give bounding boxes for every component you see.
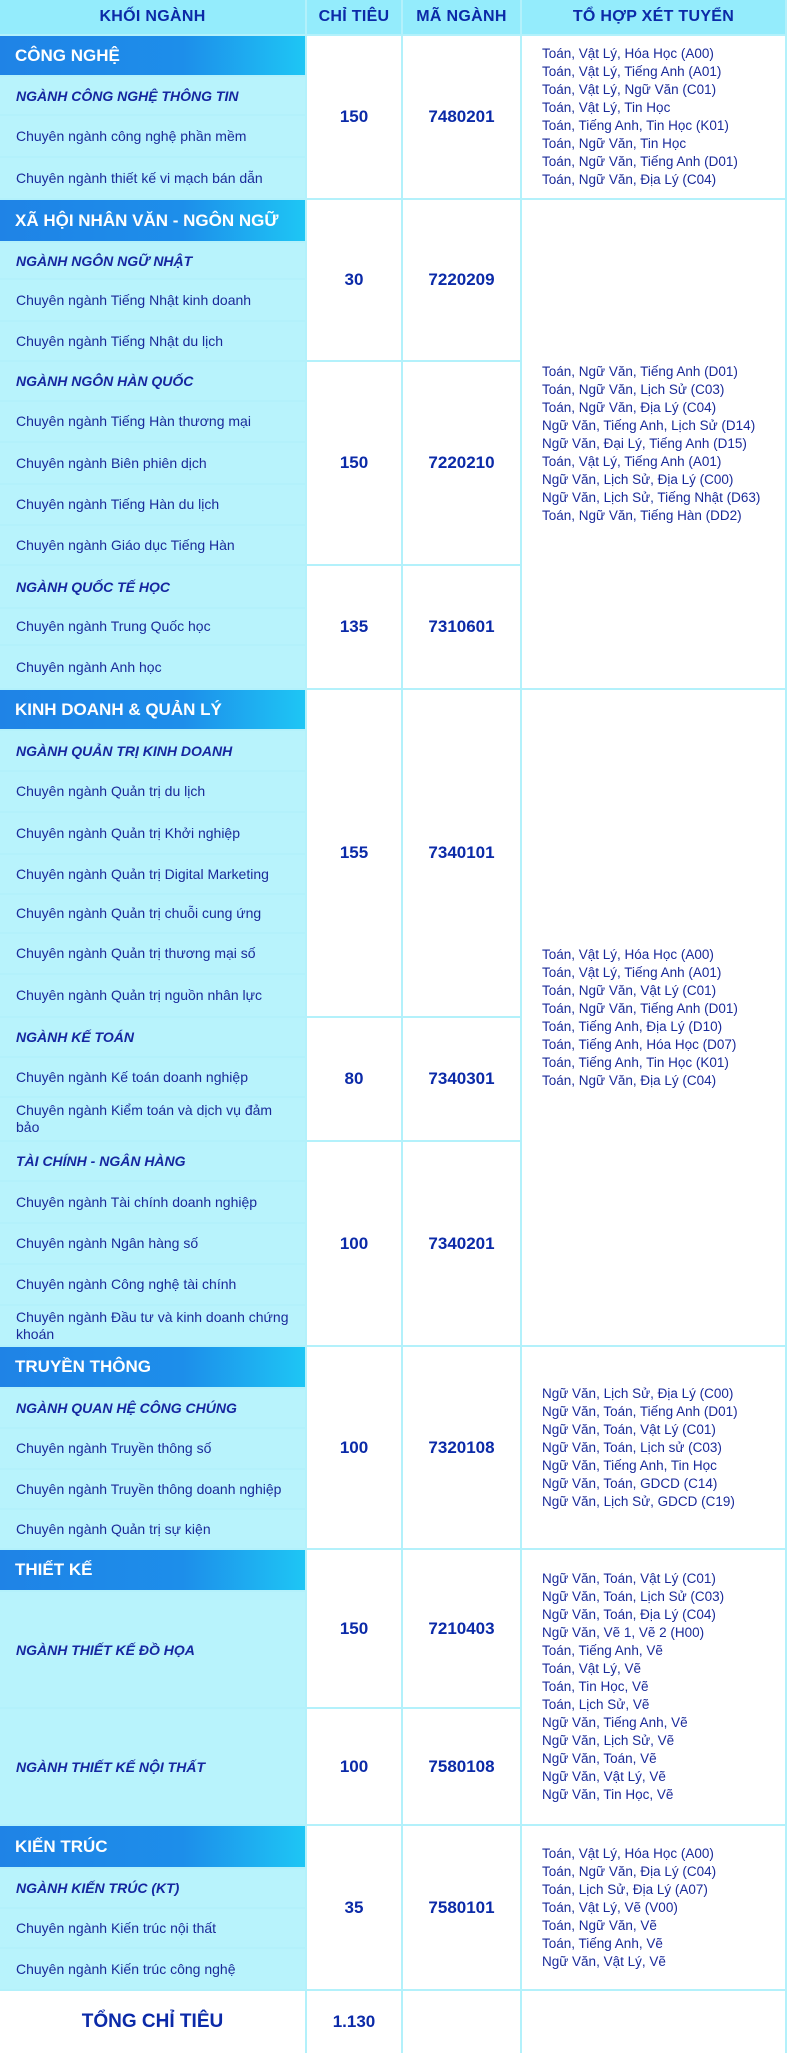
total-blank-code [403,1991,520,2053]
specialization-name: Chuyên ngành Quản trị nguồn nhân lực [0,975,305,1016]
combo-line: Ngữ Văn, Lịch Sử, Địa Lý (C00) [542,472,734,487]
combo-line: Ngữ Văn, Lịch Sử, Vẽ [542,1733,675,1748]
combo-line: Toán, Ngữ Văn, Tiếng Hàn (DD2) [542,508,742,523]
section-title: KINH DOANH & QUẢN LÝ [0,690,305,729]
header-quota: CHỈ TIÊU [307,0,401,34]
specialization-name: Chuyên ngành Tài chính doanh nghiệp [0,1182,305,1222]
combo-line: Toán, Vật Lý, Hóa Học (A00) [542,1845,714,1861]
combo-line: Toán, Tiếng Anh, Tin Học (K01) [542,118,729,133]
combo-thiet-ke [522,1550,785,1824]
major-code: 7210403 [403,1550,520,1707]
combo-line: Ngữ Văn, Lịch Sử, Địa Lý (C00) [542,1385,734,1401]
combo-line: Toán, Ngữ Văn, Vật Lý (C01) [542,982,717,998]
total-value: 1.130 [307,1991,401,2053]
specialization-name: Chuyên ngành Tiếng Nhật kinh doanh [0,280,305,320]
combo-line: Toán, Vật Lý, Tiếng Anh (A01) [542,454,722,469]
combo-line: Ngữ Văn, Tiếng Anh, Tin Học [542,1457,717,1473]
specialization-name: Chuyên ngành Đầu tư và kinh doanh chứng khoán [0,1306,305,1345]
quota-value: 100 [307,1142,401,1345]
major-code: 7340101 [403,690,520,1016]
combo-line: Toán, Ngữ Văn, Địa Lý (C04) [542,400,717,415]
section-title: TRUYỀN THÔNG [0,1347,305,1387]
specialization-name: Chuyên ngành Tiếng Hàn thương mại [0,402,305,441]
combo-line: Toán, Ngữ Văn, Địa Lý (C04) [542,1863,717,1879]
combo-line: Ngữ Văn, Toán, Tiếng Anh (D01) [542,1403,738,1419]
major-name: NGÀNH QUỐC TẾ HỌC [0,566,305,607]
combo-line: Toán, Vật Lý, Tiếng Anh (A01) [542,64,722,79]
quota-value: 150 [307,36,401,198]
major-name: NGÀNH THIẾT KẾ ĐỒ HỌA [0,1592,305,1707]
combo-cong-nghe [522,36,785,198]
quota-value: 80 [307,1018,401,1140]
combo-line: Ngữ Văn, Toán, GDCD (C14) [542,1475,718,1491]
specialization-name: Chuyên ngành Ngân hàng số [0,1224,305,1263]
major-name: NGÀNH KIẾN TRÚC (KT) [0,1869,305,1907]
combo-line: Toán, Ngữ Văn, Vẽ [542,1917,657,1933]
combo-line: Toán, Vật Lý, Tiếng Anh (A01) [542,964,722,980]
combo-line: Toán, Ngữ Văn, Lịch Sử (C03) [542,382,725,397]
combo-line: Ngữ Văn, Toán, Lịch sử (C03) [542,1439,722,1455]
combo-line: Ngữ Văn, Toán, Vật Lý (C01) [542,1571,716,1586]
quota-value: 150 [307,1550,401,1707]
combo-line: Toán, Tin Học, Vẽ [542,1679,649,1694]
combo-line: Toán, Tiếng Anh, Tin Học (K01) [542,1054,729,1070]
specialization-name: Chuyên ngành Quản trị chuỗi cung ứng [0,895,305,932]
combo-line: Toán, Ngữ Văn, Tiếng Anh (D01) [542,154,738,169]
combo-line: Ngữ Văn, Toán, Vẽ [542,1751,657,1766]
specialization-name: Chuyên ngành Truyền thông doanh nghiệp [0,1470,305,1508]
specialization-name: Chuyên ngành Biên phiên dịch [0,443,305,483]
major-name: NGÀNH CÔNG NGHỆ THÔNG TIN [0,77,305,114]
combo-line: Toán, Lịch Sử, Vẽ [542,1697,650,1712]
header-code: MÃ NGÀNH [403,0,520,34]
combo-xa-hoi [522,200,785,688]
major-code: 7480201 [403,36,520,198]
specialization-name: Chuyên ngành Tiếng Nhật du lịch [0,322,305,360]
major-name: NGÀNH NGÔN HÀN QUỐC [0,362,305,400]
combo-kien-truc [522,1826,785,1989]
combo-line: Ngữ Văn, Vật Lý, Vẽ [542,1953,666,1969]
combo-line: Toán, Vật Lý, Vẽ (V00) [542,1899,678,1915]
specialization-name: Chuyên ngành Quản trị thương mại số [0,934,305,973]
specialization-name: Chuyên ngành Anh học [0,646,305,688]
combo-truyen-thong [522,1347,785,1548]
specialization-name: Chuyên ngành công nghệ phần mềm [0,116,305,156]
section-title: KIẾN TRÚC [0,1826,305,1867]
combo-line: Toán, Ngữ Văn, Tiếng Anh (D01) [542,364,738,379]
combo-line: Toán, Tiếng Anh, Hóa Học (D07) [542,1036,737,1052]
major-name: TÀI CHÍNH - NGÂN HÀNG [0,1142,305,1180]
major-name: NGÀNH QUẢN TRỊ KINH DOANH [0,731,305,770]
combo-line: Ngữ Văn, Tiếng Anh, Lịch Sử (D14) [542,418,756,433]
specialization-name: Chuyên ngành Kiến trúc nội thất [0,1909,305,1947]
combo-line: Toán, Ngữ Văn, Tin Học [542,136,687,151]
combo-kinh-doanh [522,690,785,1345]
specialization-name: Chuyên ngành thiết kế vi mạch bán dẫn [0,158,305,198]
specialization-name: Chuyên ngành Truyền thông số [0,1429,305,1468]
specialization-name: Chuyên ngành Quản trị Khởi nghiệp [0,813,305,853]
combo-line: Toán, Lịch Sử, Địa Lý (A07) [542,1881,708,1897]
combo-line: Ngữ Văn, Vẽ 1, Vẽ 2 (H00) [542,1625,705,1640]
quota-value: 100 [307,1347,401,1548]
major-code: 7310601 [403,566,520,688]
combo-line: Toán, Vật Lý, Tin Học [542,100,671,115]
specialization-name: Chuyên ngành Kế toán doanh nghiệp [0,1058,305,1096]
major-code: 7580101 [403,1826,520,1989]
quota-value: 155 [307,690,401,1016]
quota-value: 135 [307,566,401,688]
total-blank-combo [522,1991,785,2053]
specialization-name: Chuyên ngành Kiến trúc công nghệ [0,1949,305,1989]
combo-line: Ngữ Văn, Vật Lý, Vẽ [542,1769,666,1784]
specialization-name: Chuyên ngành Trung Quốc học [0,609,305,644]
combo-line: Ngữ Văn, Tin Học, Vẽ [542,1787,674,1802]
specialization-name: Chuyên ngành Giáo dục Tiếng Hàn [0,526,305,564]
major-code: 7320108 [403,1347,520,1548]
specialization-name: Chuyên ngành Quản trị du lịch [0,772,305,811]
combo-line: Ngữ Văn, Toán, Vật Lý (C01) [542,1421,716,1437]
major-name: NGÀNH NGÔN NGỮ NHẬT [0,243,305,278]
combo-line: Ngữ Văn, Toán, Lịch Sử (C03) [542,1589,725,1604]
quota-value: 150 [307,362,401,564]
section-title: THIẾT KẾ [0,1550,305,1590]
combo-line: Ngữ Văn, Tiếng Anh, Vẽ [542,1715,688,1730]
header-group: KHỐI NGÀNH [0,0,305,34]
specialization-name: Chuyên ngành Quản trị sự kiện [0,1510,305,1548]
quota-value: 30 [307,200,401,360]
header-combo: TỔ HỢP XÉT TUYỂN [522,0,785,34]
combo-line: Toán, Vật Lý, Ngữ Văn (C01) [542,82,717,97]
major-name: NGÀNH THIẾT KẾ NỘI THẤT [0,1709,305,1824]
combo-line: Toán, Tiếng Anh, Vẽ [542,1643,663,1658]
quota-value: 100 [307,1709,401,1824]
specialization-name: Chuyên ngành Công nghệ tài chính [0,1265,305,1304]
section-title: XÃ HỘI NHÂN VĂN - NGÔN NGỮ [0,200,305,241]
combo-line: Toán, Vật Lý, Hóa Học (A00) [542,46,714,61]
major-code: 7580108 [403,1709,520,1824]
major-code: 7220209 [403,200,520,360]
combo-line: Ngữ Văn, Toán, Địa Lý (C04) [542,1607,716,1622]
combo-line: Toán, Vật Lý, Vẽ [542,1661,642,1676]
major-code: 7220210 [403,362,520,564]
major-name: NGÀNH KẾ TOÁN [0,1018,305,1056]
quota-value: 35 [307,1826,401,1989]
combo-line: Ngữ Văn, Đại Lý, Tiếng Anh (D15) [542,436,747,451]
total-label: TỔNG CHỈ TIÊU [0,1991,305,2053]
combo-line: Ngữ Văn, Lịch Sử, GDCD (C19) [542,1493,735,1509]
combo-line: Toán, Tiếng Anh, Địa Lý (D10) [542,1018,723,1034]
combo-line: Toán, Ngữ Văn, Địa Lý (C04) [542,172,717,187]
combo-line: Toán, Vật Lý, Hóa Học (A00) [542,946,714,962]
major-name: NGÀNH QUAN HỆ CÔNG CHÚNG [0,1389,305,1427]
combo-line: Toán, Ngữ Văn, Địa Lý (C04) [542,1072,717,1088]
specialization-name: Chuyên ngành Kiểm toán và dịch vụ đảm bảo [0,1098,305,1140]
specialization-name: Chuyên ngành Tiếng Hàn du lịch [0,485,305,524]
major-code: 7340301 [403,1018,520,1140]
combo-line: Toán, Ngữ Văn, Tiếng Anh (D01) [542,1000,738,1016]
specialization-name: Chuyên ngành Quản trị Digital Marketing [0,855,305,893]
major-code: 7340201 [403,1142,520,1345]
section-title: CÔNG NGHỆ [0,36,305,75]
combo-line: Ngữ Văn, Lịch Sử, Tiếng Nhật (D63) [542,490,761,505]
combo-line: Toán, Tiếng Anh, Vẽ [542,1935,663,1951]
